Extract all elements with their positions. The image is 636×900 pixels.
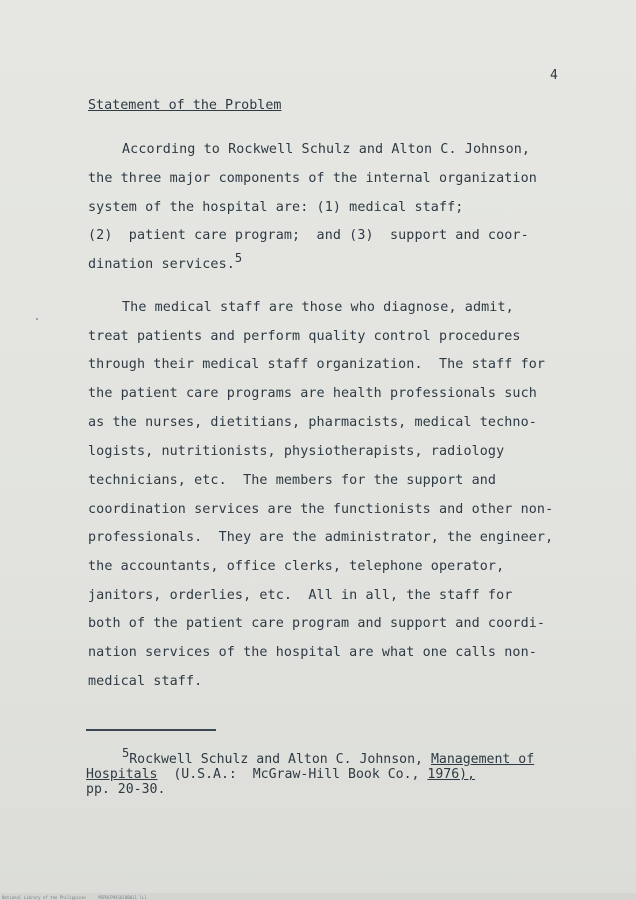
footnote-author: Rockwell Schulz and Alton C. Johnson, — [129, 752, 431, 767]
section-heading: Statement of the Problem — [88, 98, 282, 113]
paragraph-line: According to Rockwell Schulz and Alton C. Johnson, — [122, 142, 531, 157]
paragraph-line-text: dination services. — [88, 257, 235, 272]
paragraph-line: professionals. They are the administrator, the engineer, — [88, 530, 554, 545]
paragraph-line: (2) patient care program; and (3) support and coor- — [88, 228, 529, 243]
paper-speck — [36, 318, 38, 320]
paragraph-line: logists, nutritionists, physiotherapists, radiology — [88, 444, 505, 459]
paragraph-line: treat patients and perform quality control procedures — [88, 329, 521, 344]
footnote-title: Management of — [430, 752, 535, 767]
paragraph-line: as the nurses, dietitians, pharmacists, medical techno- — [88, 415, 537, 430]
footnote-reference: 5 — [234, 251, 243, 265]
paragraph-line: coordination services are the functionists and other non- — [88, 502, 554, 517]
page-number: 4 — [550, 68, 558, 83]
paragraph-line: nation services of the hospital are what one calls non- — [88, 645, 537, 660]
footnote-pages: pp. 20-30. — [86, 782, 166, 797]
paragraph-line: the three major components of the internal organization — [88, 171, 537, 186]
footnote-line-2 — [86, 767, 475, 782]
scan-footer-caption: National Library of the Philippines MSPDCP9410100011 lil — [2, 895, 147, 900]
paragraph-line: the patient care programs are health professionals such — [88, 386, 537, 401]
paragraph-line: through their medical staff organization. The staff for — [88, 357, 546, 372]
footnote-publisher: (U.S.A.: McGraw-Hill Book Co., — [157, 767, 428, 782]
paragraph-line: system of the hospital are: (1) medical staff; — [88, 200, 464, 215]
footnote-divider — [86, 729, 216, 731]
paragraph-line-with-footnote — [88, 251, 243, 273]
footnote-marker: 5 — [122, 746, 130, 760]
paragraph-line: The medical staff are those who diagnose, admit, — [122, 300, 514, 315]
paragraph-line: both of the patient care program and support and coordi- — [88, 616, 546, 631]
footnote-line-1 — [122, 746, 535, 767]
paragraph-line: technicians, etc. The members for the support and — [88, 473, 497, 488]
paragraph-line: janitors, orderlies, etc. All in all, the staff for — [88, 588, 513, 603]
paragraph-line: medical staff. — [88, 674, 203, 689]
footnote-year: 1976), — [427, 767, 476, 782]
footnote-title: Hospitals — [86, 767, 158, 782]
paragraph-line: the accountants, office clerks, telephone operator, — [88, 559, 505, 574]
